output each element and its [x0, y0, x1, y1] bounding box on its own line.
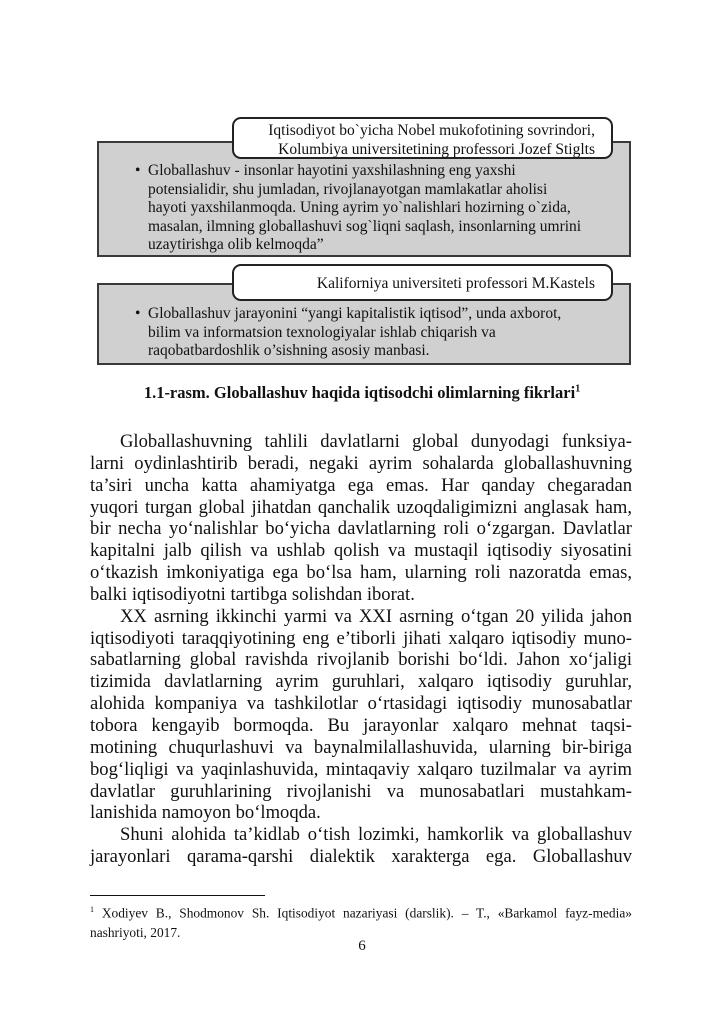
paragraph-line: iqtisodiyoti taraqqiyotining eng e’tiborli jihati xalqaro iqtisodiy muno-: [90, 627, 632, 649]
footnote-ref: 1: [575, 383, 581, 395]
paragraph-line: kapitalni jalb qilish va ushlab qolish va mustaqil iqtisodiy siyosatini: [90, 540, 632, 562]
body-text: [90, 431, 632, 868]
footnote-number: 1: [90, 905, 94, 914]
paragraph-line: bir necha yo‘nalishlar bo‘yicha davlatlarning roli o‘zgargan. Davlatlar: [90, 518, 632, 540]
quote-line: bilim va informatsion texnologiyalar ishlab chiqarish va: [148, 323, 496, 341]
paragraph-line: o‘tkazish imkoniyatiga ega bo‘lsa ham, ularning roli nazoratda emas,: [90, 562, 632, 584]
paragraph-line: larni oydinlashtirib beradi, negaki ayrim sohalarda globallashuvning: [90, 452, 632, 474]
paragraph-line: yuqori turgan global jihatdan qanchalik uzoqdaligimizni anglasak ham,: [90, 496, 632, 518]
quote-line: potensialidir, shu jumladan, rivojlanayotgan mamlakatlar aholisi: [148, 180, 548, 198]
paragraph-line: Shuni alohida ta’kidlab o‘tish lozimki, hamkorlik va globallashuv: [120, 824, 632, 846]
bullet-icon: •: [135, 305, 141, 322]
paragraph-line: davlatlar guruhlarining rivojlanishi va munosabatlari mustahkam-: [90, 780, 632, 802]
label-line: Iqtisodiyot bo`yicha Nobel mukofotining sovrindori,: [268, 122, 595, 139]
quote-text-stiglitz: [135, 162, 582, 255]
paragraph-line: jarayonlari qarama-qarshi dialektik xarakterga ega. Globallashuv: [90, 846, 632, 868]
footnote-line: nashriyoti, 2017.: [90, 925, 181, 941]
paragraph-line: ta’siri uncha katta ahamiyatga ega emas. Har qanday chegaradan: [90, 474, 632, 496]
paragraph-line: alohida kompaniya va tashkilotlar o‘rtasidagi iqtisodiy munosabatlar: [90, 693, 632, 715]
figure-caption: [0, 383, 724, 403]
quote-text-castells: [135, 305, 562, 361]
footnote-line: [90, 900, 632, 923]
footnote-divider: [90, 895, 265, 896]
quote-line: hayoti yaxshilanmoqda. Uning ayrim yo`nalishlari hozirning o`zida,: [148, 199, 571, 216]
paragraph-line: sabatlarning global ravishda rivojlanib borishi bo‘ldi. Jahon xo‘jaligi: [90, 649, 632, 671]
quote-line: Globallashuv jarayonini “yangi kapitalistik iqtisod”, unda axborot,: [148, 305, 562, 322]
footnote-text: Xodiyev B., Shodmonov Sh. Iqtisodiyot nazariyasi (darslik). – T., «Barkamol fayz-media»: [101, 905, 632, 921]
page-number: 6: [358, 938, 366, 954]
caption-text: 1.1-rasm. Globallashuv haqida iqtisodchi olimlarning fikrlari: [143, 383, 576, 402]
paragraph-line: XX asrning ikkinchi yarmi va XXI asrning o‘tgan 20 yilida jahon: [120, 605, 632, 627]
quote-line: Globallashuv - insonlar hayotini yaxshilashning eng yaxshi: [148, 162, 516, 179]
paragraph-line: lanishida namoyon bo‘lmoqda.: [90, 802, 321, 824]
footnote: [90, 900, 632, 943]
paragraph-line: motining chuqurlashuvi va baynalmilallashuvida, ularning bir-biriga: [90, 736, 632, 758]
label-line: Kaliforniya universiteti professori M.Kastels: [316, 275, 595, 292]
quote-line: raqobatbardoshlik o’sishning asosiy manbasi.: [148, 342, 430, 359]
paragraph-line: balki iqtisodiyotni tartibga solishdan iborat.: [90, 583, 415, 605]
quote-author-label-castells: [232, 264, 613, 301]
paragraph-line: bog‘liqligi va yaqinlashuvida, mintaqaviy xalqaro tuzilmalar va ayrim: [90, 758, 632, 780]
paragraph-line: tobora kengayib bormoqda. Bu jarayonlar xalqaro mehnat taqsi-: [90, 714, 632, 736]
paragraph-line: tizimida davlatlarning ayrim guruhlari, xalqaro iqtisodiy guruhlar,: [90, 671, 632, 693]
quote-line: masalan, ilmning globallashuvi sog`liqni saqlash, insonlarning umrini: [148, 217, 582, 235]
quote-line: uzaytirishga olib kelmoqda”: [148, 236, 324, 253]
paragraph-line: Globallashuvning tahlili davlatlarni global dunyodagi funksiya-: [120, 431, 632, 452]
label-line: Kolumbiya universitetining professori Jozef Stiglts: [278, 141, 595, 158]
quote-author-label-stiglitz: [232, 117, 613, 159]
bullet-icon: •: [135, 162, 141, 179]
